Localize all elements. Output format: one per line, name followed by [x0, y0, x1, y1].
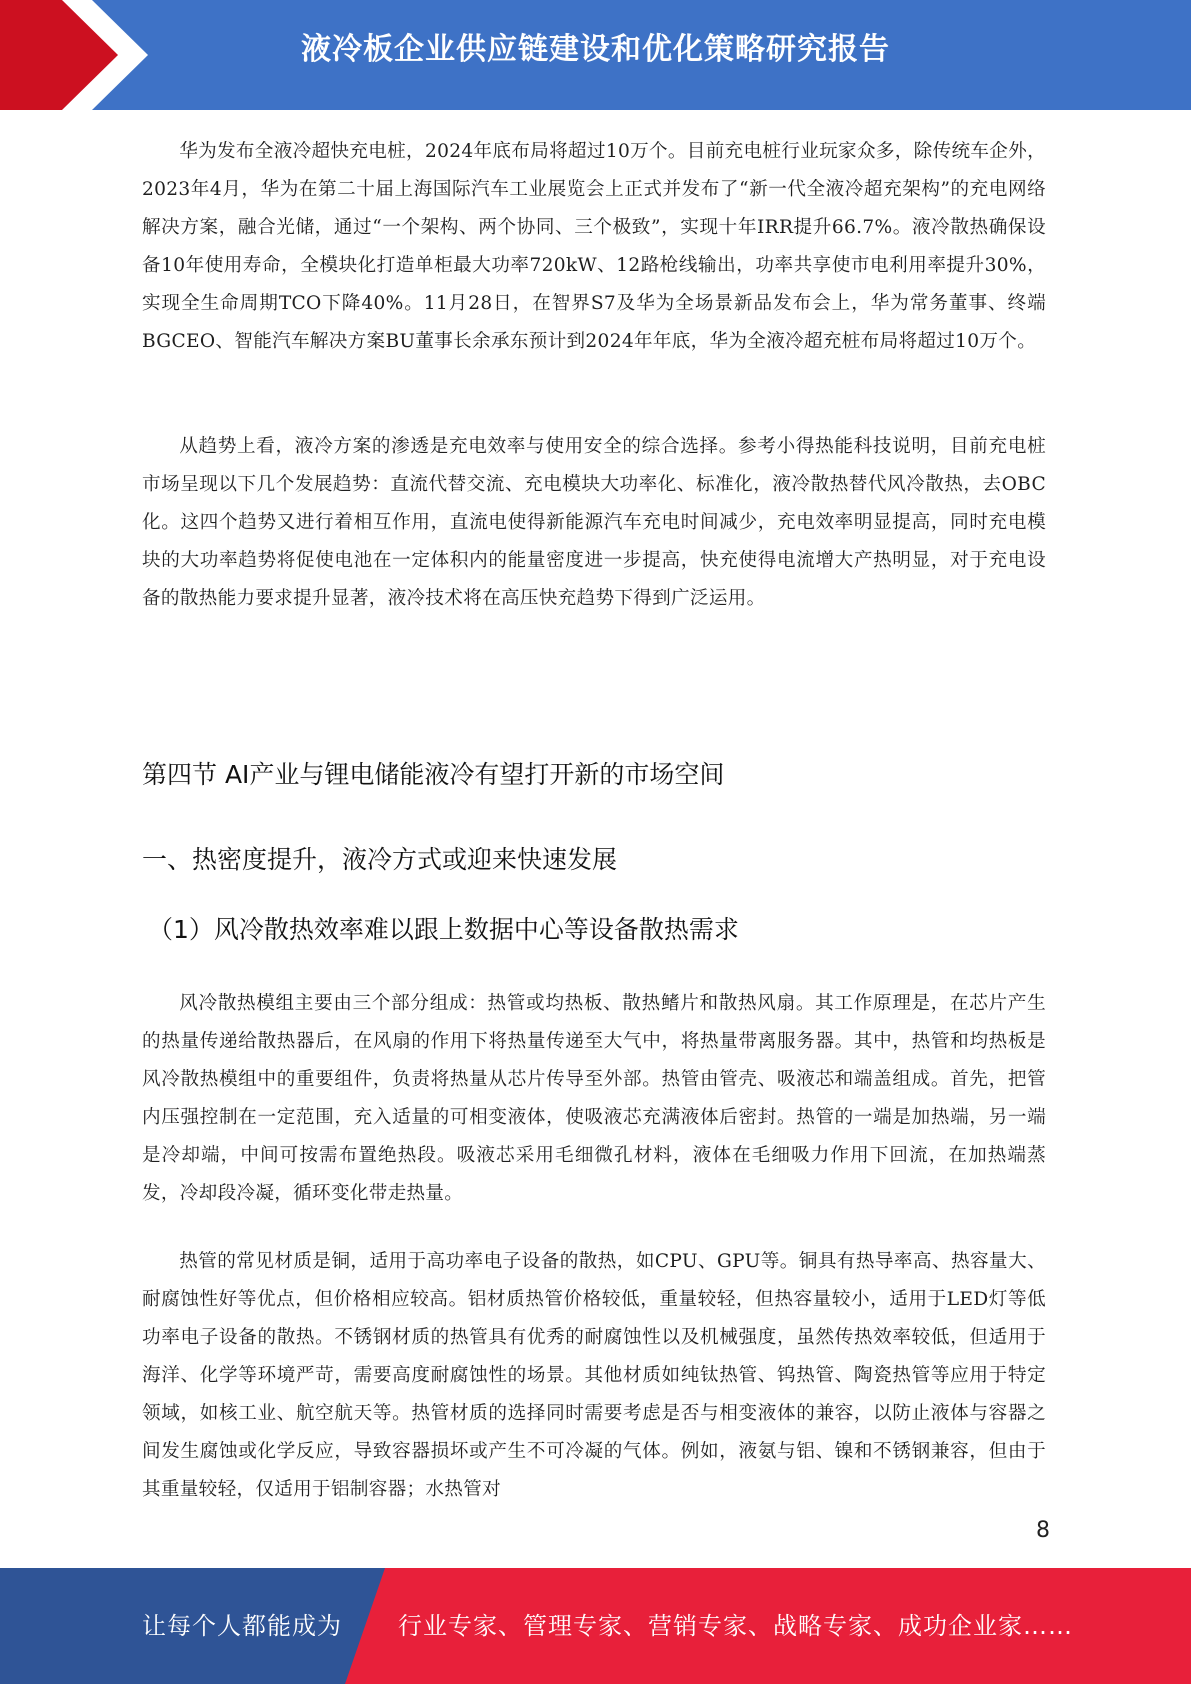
- report-title: 液冷板企业供应链建设和优化策略研究报告: [301, 32, 890, 67]
- page-footer: [0, 1568, 1191, 1684]
- page-number: 8: [1036, 1518, 1050, 1543]
- footer-slogan-right: 行业专家、管理专家、营销专家、战略专家、成功企业家……: [398, 1612, 1073, 1640]
- paragraph-air-cooling-module: 风冷散热模组主要由三个部分组成：热管或均热板、散热鳍片和散热风扇。其工作原理是，在芯片产生的热量传递给散热器后，在风扇的作用下将热量传递至大气中，将热量带离服务器。其中，热管和均热板是风冷散热模组中的重要组件，负责将热量从芯片传导至外部。热管由管壳、吸液芯和端盖组成。首先，把管内压强控制在一定范围，充入适量的可相变液体，使吸液芯充满液体后密封。热管的一端是加热端，另一端是冷却端，中间可按需布置绝热段。吸液芯采用毛细微孔材料，液体在毛细吸力作用下回流，在加热端蒸发，冷却段冷凝，循环变化带走热量。: [142, 993, 1046, 1204]
- sub-subsection-heading: （1）风冷散热效率难以跟上数据中心等设备散热需求: [148, 915, 739, 944]
- paragraph-huawei-charging: 华为发布全液冷超快充电桩，2024年底布局将超过10万个。目前充电桩行业玩家众多，除传统车企外，2023年4月，华为在第二十届上海国际汽车工业展览会上正式并发布了“新一代全液冷超充架构”的充电网络解决方案，融合光储，通过“一个架构、两个协同、三个极致”，实现十年IRR提升66.7%。液冷散热确保设备10年使用寿命，全模块化打造单柜最大功率720kW、12路枪线输出，功率共享使市电利用率提升30%，实现全生命周期TCO下降40%。11月28日，在智界S7及华为全场景新品发布会上，华为常务董事、终端BGCEO、智能汽车解决方案BU董事长余承东预计到2024年年底，华为全液冷超充桩布局将超过10万个。: [142, 141, 1046, 352]
- paragraph-heat-pipe-materials: 热管的常见材质是铜，适用于高功率电子设备的散热，如CPU、GPU等。铜具有热导率高、热容量大、耐腐蚀性好等优点，但价格相应较高。铝材质热管价格较低，重量较轻，但热容量较小，适用于LED灯等低功率电子设备的散热。不锈钢材质的热管具有优秀的耐腐蚀性以及机械强度，虽然传热效率较低，但适用于海洋、化学等环境严苛，需要高度耐腐蚀性的场景。其他材质如纯钛热管、钨热管、陶瓷热管等应用于特定领域，如核工业、航空航天等。热管材质的选择同时需要考虑是否与相变液体的兼容，以防止液体与容器之间发生腐蚀或化学反应，导致容器损坏或产生不可冷凝的气体。例如，液氨与铝、镍和不锈钢兼容，但由于其重量较轻，仅适用于铝制容器；水热管对: [142, 1251, 1046, 1500]
- page-header: [0, 0, 1191, 110]
- paragraph-trend: 从趋势上看，液冷方案的渗透是充电效率与使用安全的综合选择。参考小得热能科技说明，目前充电桩市场呈现以下几个发展趋势：直流代替交流、充电模块大功率化、标准化，液冷散热替代风冷散热，去OBC化。这四个趋势又进行着相互作用，直流电使得新能源汽车充电时间减少，充电效率明显提高，同时充电模块的大功率趋势将促使电池在一定体积内的能量密度进一步提高，快充使得电流增大产热明显，对于充电设备的散热能力要求提升显著，液冷技术将在高压快充趋势下得到广泛运用。: [142, 436, 1046, 609]
- footer-slogan-left: 让每个人都能成为: [142, 1612, 342, 1640]
- section-heading: 第四节 AI产业与锂电储能液冷有望打开新的市场空间: [142, 760, 725, 789]
- subsection-heading: 一、热密度提升，液冷方式或迎来快速发展: [142, 845, 618, 874]
